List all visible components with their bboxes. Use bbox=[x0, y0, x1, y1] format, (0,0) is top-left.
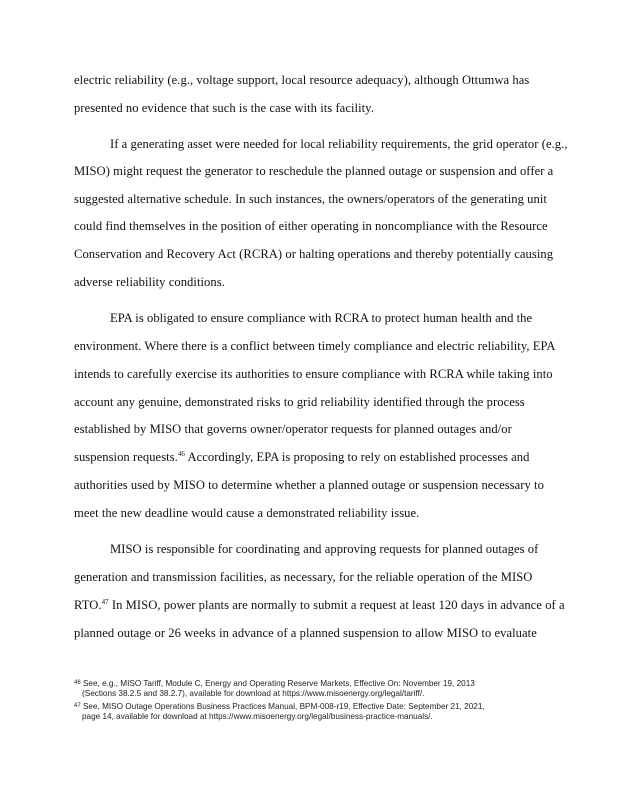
body-line: electric reliability (e.g., voltage support, local resource adequacy), although Ottumwa has bbox=[74, 73, 530, 87]
body-line: generation and transmission facilities, as necessary, for the reliable operation of the MISO bbox=[74, 570, 533, 584]
paragraph-first-line: EPA is obligated to ensure compliance with RCRA to protect human health and the bbox=[110, 311, 533, 325]
body-line: authorities used by MISO to determine whether a planned outage or suspension necessary to bbox=[74, 478, 544, 492]
footnote-text: See, e.g., MISO Tariff, Module C, Energy and Operating Reserve Markets, Effective On: November 19, 2013 bbox=[82, 679, 475, 688]
body-line bbox=[74, 597, 565, 613]
body-line: could find themselves in the position of either operating in noncompliance with the Resource bbox=[74, 219, 548, 233]
footnote-ref-46[interactable]: 46 bbox=[177, 450, 185, 458]
footnote-ref-47[interactable]: 47 bbox=[101, 598, 109, 606]
footnote-text: See, MISO Outage Operations Business Practices Manual, BPM-008-r19, Effective Date: September 21, 2021, bbox=[82, 702, 485, 711]
body-line: presented no evidence that such is the case with its facility. bbox=[74, 101, 374, 115]
body-line: Conservation and Recovery Act (RCRA) or halting operations and thereby potentially causing bbox=[74, 247, 554, 261]
body-line: planned outage or 26 weeks in advance of a planned suspension to allow MISO to evaluate bbox=[74, 626, 537, 640]
footnote-47-continuation: page 14, available for download at https://www.misoenergy.org/legal/business-practice-manuals/. bbox=[82, 712, 433, 721]
footnote-number: 46 bbox=[74, 680, 81, 686]
body-line: environment. Where there is a conflict between timely compliance and electric reliability, EPA bbox=[74, 339, 556, 353]
body-line: adverse reliability conditions. bbox=[74, 275, 225, 289]
body-line: intends to carefully exercise its authorities to ensure compliance with RCRA while taking into bbox=[74, 367, 553, 381]
footnote-number: 47 bbox=[74, 703, 81, 709]
footnote-46 bbox=[74, 678, 475, 689]
body-text: In MISO, power plants are normally to submit a request at least 120 days in advance of a bbox=[111, 598, 565, 612]
footnote-separator bbox=[74, 665, 224, 666]
body-text: Accordingly, EPA is proposing to rely on established processes and bbox=[187, 450, 530, 464]
body-line bbox=[74, 449, 529, 465]
paragraph-first-line: If a generating asset were needed for local reliability requirements, the grid operator (e.g., bbox=[110, 137, 568, 151]
body-line: established by MISO that governs owner/operator requests for planned outages and/or bbox=[74, 422, 512, 436]
paragraph-first-line: MISO is responsible for coordinating and approving requests for planned outages of bbox=[110, 542, 539, 556]
body-line: MISO) might request the generator to reschedule the planned outage or suspension and offer a bbox=[74, 164, 554, 178]
footnote-46-continuation: (Sections 38.2.5 and 38.2.7), available for download at https://www.misoenergy.org/legal/tariff/. bbox=[82, 689, 425, 698]
footnote-47 bbox=[74, 701, 485, 712]
body-line: meet the new deadline would cause a demonstrated reliability issue. bbox=[74, 506, 420, 520]
body-line: account any genuine, demonstrated risks to grid reliability identified through the process bbox=[74, 395, 525, 409]
body-line: suggested alternative schedule. In such instances, the owners/operators of the generating unit bbox=[74, 192, 547, 206]
body-text: suspension requests. bbox=[74, 450, 178, 464]
body-text: RTO. bbox=[74, 598, 102, 612]
